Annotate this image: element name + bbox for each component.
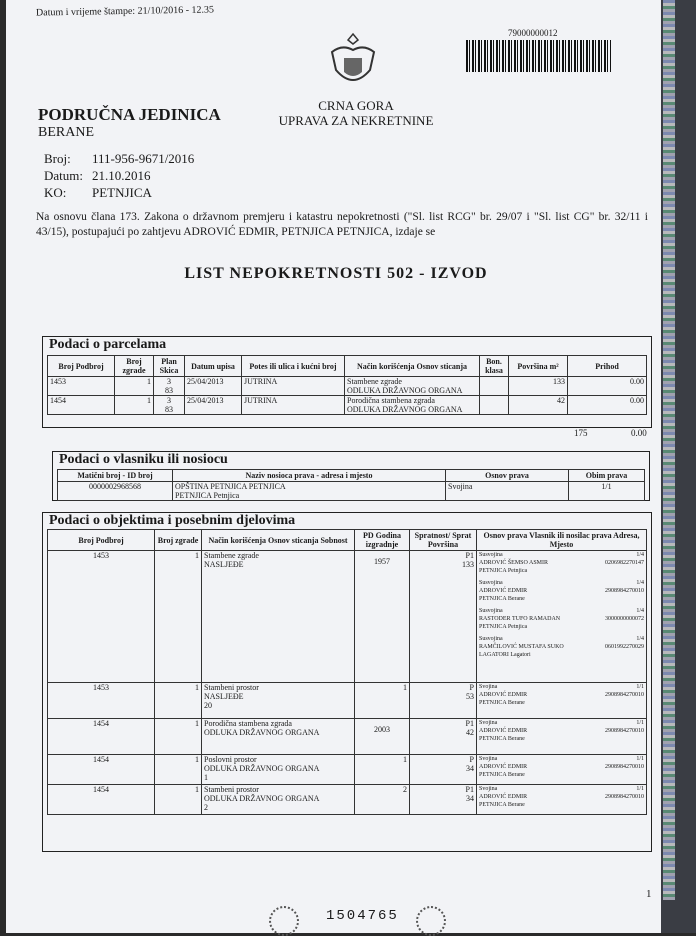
cell-zgrada: 1 [115,396,154,415]
cell-povrsina-value: 34 [466,794,474,803]
owner-jmbg: 2908984270010 [605,588,644,594]
cell-sob-value: 1 [204,773,208,782]
cell-pd [355,755,410,785]
owner-name: ADROVIĆ EDMIR [479,588,528,594]
owner-jmbg: 2908984270010 [605,764,644,770]
cell-sprat [410,755,477,785]
cell-klasa [480,377,509,396]
owner-entry [479,579,644,603]
owner-address: PETNJICA Berane [479,700,525,706]
owner-obim: 1/4 [636,580,644,586]
cell-sob-value: 2 [204,803,208,812]
owner-address: PETNJICA Petnjica [175,491,240,500]
owner-obim: 1/1 [636,684,644,690]
parcels-section [42,336,652,428]
cell-pd-value: 2 [403,785,407,794]
cell-broj: 1453 [48,377,115,396]
owners-header-row [58,470,645,482]
cell-zgrada: 1 [155,719,202,755]
cell-zgrada: 1 [155,683,202,719]
col-zgrada: Broj zgrade [115,356,154,377]
document-title: LIST NEPOKRETNOSTI 502 - IZVOD [184,265,488,282]
cell-godina-value: 1957 [374,557,390,566]
col-sprat: Spratnost/ Sprat Površina [410,530,477,551]
table-row [58,482,645,501]
seal-icon [269,906,299,936]
owner-obim: 1/1 [636,720,644,726]
cell-pd [355,785,410,815]
cell-pd [355,719,410,755]
owner-address: PETNJICA Berane [479,736,525,742]
table-row [48,396,647,415]
datum-value: 21.10.2016 [92,168,151,183]
cell-pd-value: 1 [403,683,407,692]
owner-entry [479,607,644,631]
cell-sprat-value: P [469,755,474,764]
cell-godina-value: 2003 [374,725,390,734]
agency-name: UPRAVA ZA NEKRETNINE [278,113,434,128]
cell-nacin-value: Porodična stambena zgrada [347,396,435,405]
total-income: 0.00 [631,428,647,438]
col-broj: Broj Podbroj [48,530,155,551]
col-plan: Plan Skica [154,356,185,377]
cell-osnov-value: ODLUKA DRŽAVNOG ORGANA [347,386,463,395]
cell-prihod: 0.00 [568,377,647,396]
cell-nacin-value: Porodična stambena zgrada [204,719,292,728]
cell-nacin [202,719,355,755]
owner-name: RASTODER TUFO RAMADAN [479,616,561,622]
cell-skica-value: 83 [165,386,173,395]
cell-osnov-value: ODLUKA DRŽAVNOG ORGANA [204,728,320,737]
cell-osnov-value: ODLUKA DRŽAVNOG ORGANA [347,405,463,414]
owner-obim: 1/4 [636,608,644,614]
col-nacin: Način korišćenja Osnov sticanja [345,356,480,377]
page-number: 1 [646,888,652,900]
objects-section [42,512,652,852]
ko-label: KO: [44,185,67,200]
owner-jmbg: 0601992270029 [605,644,644,650]
intro-paragraph: Na osnovu člana 173. Zakona o državnom premjeru i katastru nepokretnosti ("Sl. list RCG" br. 29/07 i "Sl. list CG" br. 32/11 i 43/15), postupajući po zahtjevu ADROVIĆ EDMIR, PETNJICA PETNJICA, izdaje se [36,211,648,238]
owner-entry [479,683,644,707]
cell-sprat [410,785,477,815]
owner-entry [479,551,644,575]
cell-skica-value: 83 [165,405,173,414]
cell-nacin-value: Poslovni prostor [204,755,257,764]
objects-table [47,529,647,815]
datum-label: Datum: [44,168,83,183]
owners-section [52,451,650,501]
cell-nacin-value: Stambeni prostor [204,683,259,692]
owners-table [57,469,645,501]
cell-nacin [202,683,355,719]
cell-povrsina: 133 [509,377,568,396]
document-meta [44,150,194,201]
cell-broj: 1454 [48,396,115,415]
cell-sprat-value: P [469,683,474,692]
cell-broj: 1453 [48,551,155,683]
total-area: 175 [574,428,588,438]
cell-pd [355,683,410,719]
owner-entry [479,785,644,809]
cell-osnov: Svojina [446,482,569,501]
cell-vlasnik [477,683,647,719]
cell-zgrada: 1 [155,755,202,785]
owner-jmbg: 2908984270010 [605,728,644,734]
owner-address: PETNJICA Berane [479,596,525,602]
country-name: CRNA GORA [318,98,394,113]
unit-city: BERANE [38,125,94,140]
cell-zgrada: 1 [115,377,154,396]
cell-datum: 25/04/2013 [185,377,242,396]
cell-pd [355,551,410,683]
col-nacin: Način korišćenja Osnov sticanja Sobnost [202,530,355,551]
cell-sprat-value: P1 [465,785,474,794]
cell-broj: 1454 [48,785,155,815]
col-id: Matični broj - ID broj [58,470,173,482]
cell-potes: JUTRINA [242,396,345,415]
seal-icon [416,906,446,936]
col-povrsina: Površina m² [509,356,568,377]
cell-broj: 1454 [48,755,155,785]
parcels-title: Podaci o parcelama [49,337,167,352]
cell-nacin [202,785,355,815]
col-broj: Broj Podbroj [48,356,115,377]
col-vlasnik: Osnov prava Vlasnik ili nosilac prava Adresa, Mjesto [477,530,647,551]
cell-povrsina-value: 133 [462,560,474,569]
owner-osnov: Svojina [479,720,498,726]
col-prihod: Prihod [568,356,647,377]
owner-osnov: Susvojina [479,552,503,558]
col-name: Naziv nosioca prava - adresa i mjesto [173,470,446,482]
owner-address: PETNJICA Berane [479,802,525,808]
owner-address: LAGATORI Lagatori [479,652,531,658]
table-row [48,377,647,396]
print-date: Datum i vrijeme štampe: 21/10/2016 - 12.35 [35,4,215,19]
table-row [48,719,647,755]
owner-address: PETNJICA Petnjica [479,624,528,630]
owner-jmbg: 2908984270010 [605,692,644,698]
cell-povrsina-value: 53 [466,692,474,701]
cell-plan-value: 3 [167,377,171,386]
owner-jmbg: 3000000000072 [605,616,644,622]
cell-povrsina: 42 [509,396,568,415]
col-pd: PD Godina izgradnje [355,530,410,551]
col-potes: Potes ili ulica i kućni broj [242,356,345,377]
cell-zgrada: 1 [155,551,202,683]
owners-title: Podaci o vlasniku ili nosiocu [59,452,228,467]
owner-address: PETNJICA Berane [479,772,525,778]
table-row [48,683,647,719]
owner-osnov: Susvojina [479,580,503,586]
objects-title: Podaci o objektima i posebnim djelovima [49,513,296,528]
cell-osnov-value: NASLJEĐE [204,560,244,569]
cell-zgrada: 1 [155,785,202,815]
col-osnov: Osnov prava [446,470,569,482]
col-zgrada: Broj zgrade [155,530,202,551]
cell-sprat-value: P1 [465,719,474,728]
ko-value: PETNJICA [92,185,152,200]
cell-id: 0000002968568 [58,482,173,501]
cell-osnov-value: NASLJEĐE [204,692,244,701]
owner-osnov: Svojina [479,756,498,762]
owner-jmbg: 2908984270010 [605,794,644,800]
cell-nacin [345,377,480,396]
cell-sob-value: 20 [204,701,212,710]
cell-plan-value: 3 [167,396,171,405]
cell-osnov-value: ODLUKA DRŽAVNOG ORGANA [204,764,320,773]
cell-potes: JUTRINA [242,377,345,396]
cell-prihod: 0.00 [568,396,647,415]
owner-osnov: Svojina [479,684,498,690]
cell-vlasnik [477,551,647,683]
broj-value: 111-956-9671/2016 [92,151,195,166]
cell-sprat-value: P1 [465,551,474,560]
owner-name: ADROVIĆ EDMIR [479,728,528,734]
cell-nacin [202,755,355,785]
table-row [48,755,647,785]
owner-name: RAMČILOVIĆ MUSTAFA SUKO [479,644,564,650]
owner-name: ADROVIĆ ŠEMSO ASMIR [479,560,549,566]
objects-header-row [48,530,647,551]
parcels-table [47,355,647,415]
owner-name: ADROVIĆ EDMIR [479,764,528,770]
barcode-number: 79000000012 [508,28,558,38]
serial-number: 1504765 [326,908,399,924]
owner-name: OPŠTINA PETNJICA PETNJICA [175,482,286,491]
document-page [6,0,661,933]
owner-osnov: Susvojina [479,608,503,614]
cell-name [173,482,446,501]
broj-label: Broj: [44,151,71,166]
barcode [466,40,611,72]
unit-title: PODRUČNA JEDINICA [38,105,221,124]
hologram-strip [661,0,696,933]
table-row [48,785,647,815]
cell-plan [154,396,185,415]
owner-osnov: Svojina [479,786,498,792]
coat-of-arms-icon [324,30,382,92]
cell-nacin [202,551,355,683]
cell-sprat [410,683,477,719]
parcels-header-row [48,356,647,377]
owner-obim: 1/1 [636,786,644,792]
cell-osnov-value: ODLUKA DRŽAVNOG ORGANA [204,794,320,803]
cell-nacin [345,396,480,415]
owner-name: ADROVIĆ EDMIR [479,692,528,698]
cell-datum: 25/04/2013 [185,396,242,415]
table-row [48,551,647,683]
owner-address: PETNJICA Petnjica [479,568,528,574]
col-datum: Datum upisa [185,356,242,377]
cell-povrsina-value: 42 [466,728,474,737]
cell-obim: 1/1 [569,482,645,501]
owner-jmbg: 0206982270147 [605,560,644,566]
cell-pd-value: 1 [403,755,407,764]
cell-povrsina-value: 34 [466,764,474,773]
cell-nacin-value: Stambene zgrade [204,551,259,560]
cell-klasa [480,396,509,415]
cell-broj: 1453 [48,683,155,719]
cell-broj: 1454 [48,719,155,755]
cell-vlasnik [477,755,647,785]
col-klasa: Bon. klasa [480,356,509,377]
owner-entry [479,719,644,743]
cell-nacin-value: Stambeni prostor [204,785,259,794]
cell-vlasnik [477,785,647,815]
owner-obim: 1/4 [636,552,644,558]
cell-plan [154,377,185,396]
cell-sprat [410,719,477,755]
cell-nacin-value: Stambene zgrade [347,377,402,386]
owner-obim: 1/4 [636,636,644,642]
owner-obim: 1/1 [636,756,644,762]
owner-name: ADROVIĆ EDMIR [479,794,528,800]
cell-vlasnik [477,719,647,755]
col-obim: Obim prava [569,470,645,482]
owner-entry [479,635,644,659]
cell-sprat [410,551,477,683]
owner-osnov: Susvojina [479,636,503,642]
owner-entry [479,755,644,779]
